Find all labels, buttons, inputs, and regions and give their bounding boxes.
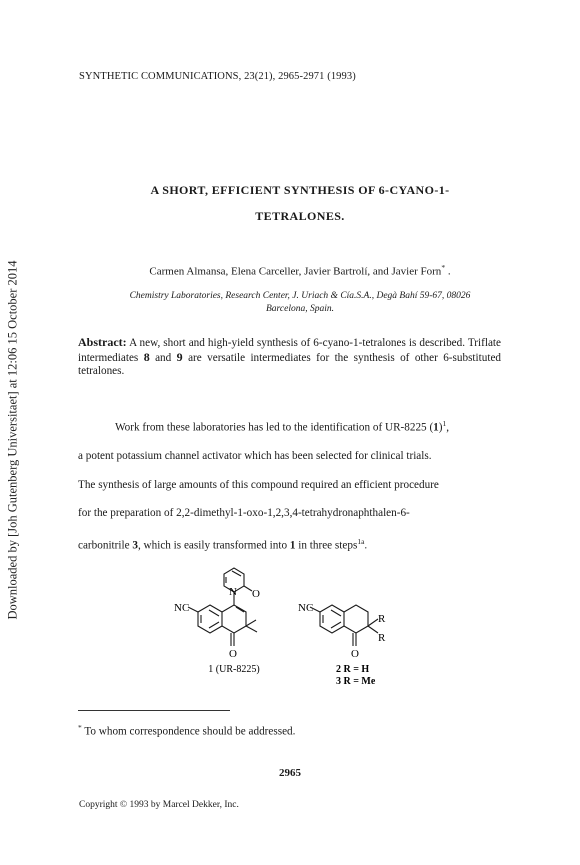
ref-superscript: 1a <box>357 536 365 546</box>
affiliation-line-1: Chemistry Laboratories, Research Center, J. Uriach & Cía.S.A., Degà Bahí 59-67, 08026 <box>129 291 471 301</box>
abstract-text-2: and <box>149 351 177 364</box>
download-notice: Downloaded by [Joh Gutenberg Universitaet] at 12:06 15 October 2014 <box>5 260 20 620</box>
footnote-marker: * <box>78 723 82 732</box>
r-substituent-label: R <box>378 613 386 625</box>
r-substituent-label: R <box>378 632 386 644</box>
body-text: , <box>446 421 450 434</box>
compound-ref-1: 1 <box>433 421 439 434</box>
authors-text: Carmen Almansa, Elena Carceller, Javier Bartrolí, and Javier Forn <box>149 265 442 278</box>
compound-1-label: 1 (UR-8225) <box>208 664 260 675</box>
article-title-line-1: A SHORT, EFFICIENT SYNTHESIS OF 6-CYANO-1- <box>150 183 450 197</box>
journal-header: SYNTHETIC COMMUNICATIONS, 23(21), 2965-2971 (1993) <box>79 71 356 82</box>
compound-2-3-structure <box>310 605 378 646</box>
page-number: 2965 <box>279 767 301 779</box>
chemical-structures-scheme <box>160 555 420 690</box>
compound-3-label: 3 R = Me <box>336 676 376 687</box>
nitrile-label: NC <box>174 602 190 614</box>
body-line-3: The synthesis of large amounts of this compound required an efficient procedure <box>78 478 439 491</box>
footnote <box>78 723 295 738</box>
body-paragraph <box>78 410 501 560</box>
abstract <box>78 336 501 379</box>
abstract-text-3: are versatile intermediates for the synthesis of other 6-substituted tetralones. <box>78 351 502 377</box>
body-text: . <box>364 539 368 552</box>
compound-1-structure <box>188 568 257 646</box>
compound-ref-3: 3 <box>132 539 138 552</box>
compound-ref-8: 8 <box>143 349 150 364</box>
download-sidebar <box>0 0 26 865</box>
copyright-notice: Copyright © 1993 by Marcel Dekker, Inc. <box>79 800 239 810</box>
nitrile-label: NC <box>298 602 314 614</box>
body-line-2: a potent potassium channel activator which has been selected for clinical trials. <box>78 450 432 463</box>
compound-ref-9: 9 <box>176 349 183 364</box>
article-title-line-2: TETRALONES. <box>255 209 345 223</box>
body-text: , which is easily transformed into <box>137 539 290 552</box>
affiliation <box>60 290 540 316</box>
compound-ref-1: 1 <box>289 539 296 552</box>
body-text: carbonitrile <box>78 539 133 552</box>
footnote-divider <box>78 710 230 711</box>
corresponding-author-marker: * <box>441 263 446 272</box>
pyridone-oxygen-label: O <box>252 588 260 600</box>
abstract-text-1: A new, short and high-yield synthesis of 6-cyano-1-tetralones is described. Triflate intermediates <box>78 337 501 364</box>
ref-superscript: 1 <box>442 419 447 428</box>
body-line-4: for the preparation of 2,2-dimethyl-1-oxo-1,2,3,4-tetrahydronaphthalen-6- <box>78 507 410 520</box>
affiliation-line-2: Barcelona, Spain. <box>266 304 334 314</box>
body-line-1 <box>78 410 501 442</box>
footnote-text: To whom correspondence should be addressed. <box>81 725 296 738</box>
authors-end: . <box>445 265 451 278</box>
body-text: Work from these laboratories has led to the identification of UR-8225 ( <box>115 421 434 434</box>
compound-2-label: 2 R = H <box>336 664 370 675</box>
ketone-oxygen-label: O <box>351 648 359 660</box>
abstract-label: Abstract: <box>78 335 127 349</box>
body-text: in three steps <box>295 539 358 552</box>
body-text: ) <box>438 421 443 434</box>
author-list <box>60 263 540 278</box>
nitrogen-label: N <box>229 586 237 598</box>
ketone-oxygen-label: O <box>229 648 237 660</box>
